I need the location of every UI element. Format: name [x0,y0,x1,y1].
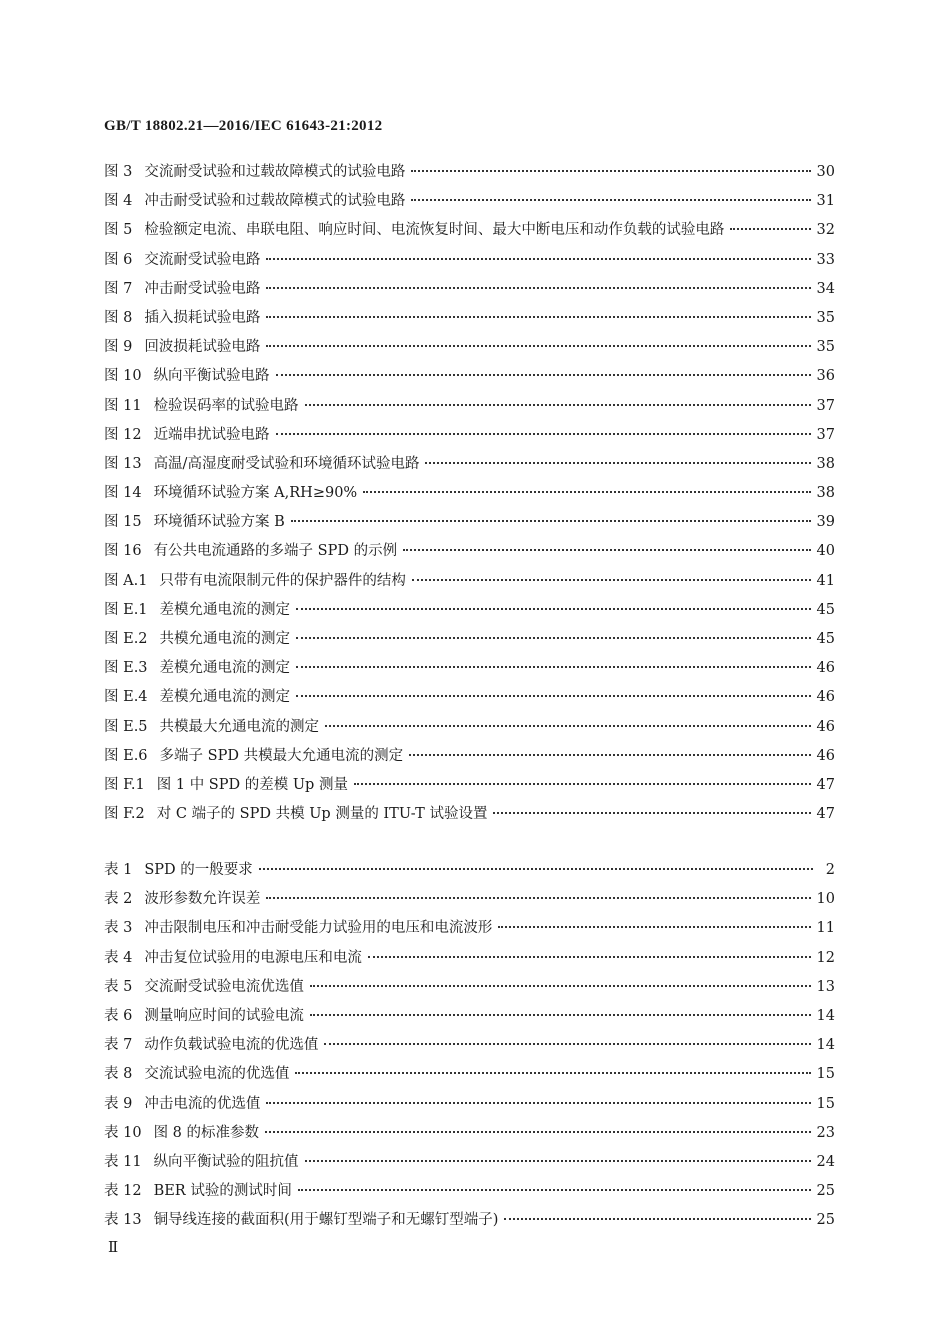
dot-leader [266,1102,810,1104]
dot-leader [295,1072,810,1074]
dot-leader [266,287,810,289]
entry-page-number: 15 [816,1095,835,1112]
entry-page-number: 33 [816,251,835,268]
entry-page-number: 40 [816,543,835,560]
entry-title: 测量响应时间的试验电流 [144,1007,304,1024]
table-entry[interactable] [104,914,835,943]
entry-label: 图 12 [104,426,142,443]
entry-label: 表 12 [104,1183,142,1200]
entry-label: 图 E.4 [104,689,148,706]
entry-page-number: 35 [816,339,835,356]
table-entry[interactable] [104,856,835,885]
dot-leader [498,926,810,928]
dot-leader [305,404,811,406]
entry-label: 图 14 [104,485,142,502]
entry-label: 图 8 [104,309,133,326]
entry-page-number: 46 [816,689,835,706]
entry-page-number: 25 [816,1183,835,1200]
table-entry[interactable] [104,1002,835,1031]
figure-entry[interactable] [104,362,835,391]
entry-title: 共模最大允通电流的测定 [159,718,320,735]
page-number: Ⅱ [108,1240,119,1256]
entry-title: 共模允通电流的测定 [159,631,291,647]
entry-title: SPD 的一般要求 [144,862,253,878]
dot-leader [298,1189,811,1191]
entry-label: 图 E.5 [104,718,148,735]
entry-title: 回波损耗试验电路 [144,339,261,356]
entry-title: 铜导线连接的截面积(用于螺钉型端子和无螺钉型端子) [153,1212,499,1229]
entry-title: 冲击电流的优选值 [144,1095,261,1112]
dot-leader [310,985,811,987]
dot-leader [325,725,811,727]
figure-entry[interactable] [104,800,835,829]
entry-label: 表 11 [104,1153,142,1170]
entry-title: 差模允通电流的测定 [159,660,291,677]
table-entry[interactable] [104,1177,835,1206]
dot-leader [266,897,810,899]
dot-leader [266,258,810,260]
entry-title: 环境循环试验方案 A,RH≥90% [153,485,358,502]
entry-title: 差模允通电流的测定 [159,601,291,618]
figure-entry[interactable] [104,392,835,421]
figure-entry[interactable] [104,625,835,654]
entry-title: 图 8 的标准参数 [153,1124,260,1141]
entry-page-number: 38 [816,485,835,502]
figure-entry[interactable] [104,187,835,216]
dot-leader [276,374,811,376]
dot-leader [291,520,811,522]
entry-page-number: 46 [816,660,835,677]
figure-entry[interactable] [104,567,835,596]
figure-entry[interactable] [104,333,835,362]
dot-leader [354,783,811,785]
entry-label: 表 5 [104,978,133,995]
figure-entry[interactable] [104,537,835,566]
entry-title: 纵向平衡试验电路 [153,368,270,385]
entry-title: 环境循环试验方案 B [153,514,285,531]
entry-page-number: 39 [816,514,835,531]
figure-entry[interactable] [104,421,835,450]
table-entry[interactable] [104,973,835,1002]
figure-entry[interactable] [104,216,835,245]
figure-entry[interactable] [104,683,835,712]
dot-leader [409,754,810,756]
dot-leader [425,462,810,464]
entry-page-number: 13 [816,978,835,995]
entry-label: 表 2 [104,891,133,908]
entry-label: 图 A.1 [104,572,148,589]
entry-label: 图 E.2 [104,631,148,647]
table-entry[interactable] [104,1206,835,1235]
document-header: GB/T 18802.21—2016/IEC 61643-21:2012 [104,118,383,134]
figure-entry[interactable] [104,713,835,742]
dot-leader [296,666,811,668]
entry-page-number: 34 [816,280,835,297]
entry-label: 图 E.3 [104,660,148,677]
entry-label: 图 13 [104,455,142,472]
entry-page-number: 47 [816,776,835,793]
figure-entry[interactable] [104,158,835,187]
figure-entry[interactable] [104,508,835,537]
entry-label: 图 9 [104,339,133,356]
entry-title: 检验额定电流、串联电阻、响应时间、电流恢复时间、最大中断电压和动作负载的试验电路 [144,222,725,239]
entry-title: 动作负载试验电流的优选值 [144,1037,319,1054]
entry-label: 图 15 [104,514,142,531]
entry-page-number: 46 [816,747,835,764]
entry-page-number: 15 [816,1066,835,1083]
entry-label: 表 1 [104,862,133,878]
entry-label: 表 9 [104,1095,133,1112]
entry-title: 交流试验电流的优选值 [144,1066,290,1083]
dot-leader [265,1131,811,1133]
dot-leader [412,579,811,581]
entry-title: 冲击耐受试验电路 [144,280,261,297]
figure-entry[interactable] [104,596,835,625]
dot-leader [266,316,810,318]
entry-title: 冲击限制电压和冲击耐受能力试验用的电压和电流波形 [144,920,493,937]
entry-label: 表 8 [104,1066,133,1083]
entry-page-number: 11 [816,920,835,937]
entry-title: 多端子 SPD 共模最大允通电流的测定 [159,747,404,764]
entry-label: 表 4 [104,949,133,966]
dot-leader [368,956,811,958]
entry-title: 插入损耗试验电路 [144,309,261,326]
entry-label: 图 F.2 [104,806,145,823]
entry-title: 交流耐受试验和过载故障模式的试验电路 [144,164,406,180]
entry-label: 图 7 [104,280,133,297]
entry-title: 纵向平衡试验的阻抗值 [153,1153,299,1170]
table-entry[interactable] [104,1031,835,1060]
entry-title: BER 试验的测试时间 [153,1183,292,1200]
figure-entry[interactable] [104,450,835,479]
entry-title: 只带有电流限制元件的保护器件的结构 [159,572,406,589]
entry-page-number: 37 [816,397,835,414]
table-entry[interactable] [104,1060,835,1089]
figure-entry[interactable] [104,246,835,275]
entry-label: 图 6 [104,251,133,268]
entry-title: 交流耐受试验电流优选值 [144,978,304,995]
table-entry[interactable] [104,885,835,914]
entry-page-number: 14 [816,1037,835,1054]
entry-page-number: 45 [816,631,835,647]
entry-page-number: 25 [816,1212,835,1229]
dot-leader [305,1160,811,1162]
figure-entry[interactable] [104,742,835,771]
entry-label: 图 F.1 [104,776,145,793]
entry-label: 图 4 [104,193,133,210]
dot-leader [310,1014,811,1016]
dot-leader [493,812,810,814]
figure-list [104,158,835,829]
entry-page-number: 46 [816,718,835,735]
dot-leader [411,170,810,172]
entry-label: 图 11 [104,397,142,414]
figure-entry[interactable] [104,479,835,508]
entry-title: 差模允通电流的测定 [159,689,291,706]
entry-label: 图 3 [104,164,133,180]
entry-label: 表 7 [104,1037,133,1054]
entry-page-number: 41 [816,572,835,589]
table-entry[interactable] [104,944,835,973]
entry-page-number: 38 [816,455,835,472]
table-entry[interactable] [104,1119,835,1148]
entry-page-number: 10 [816,891,835,908]
dot-leader [504,1218,810,1220]
entry-label: 图 16 [104,543,142,560]
entry-title: 交流耐受试验电路 [144,251,261,268]
entry-title: 有公共电流通路的多端子 SPD 的示例 [153,543,398,560]
entry-label: 表 3 [104,920,133,937]
dot-leader [403,549,810,551]
entry-page-number: 14 [816,1007,835,1024]
dot-leader [296,637,811,639]
dot-leader [324,1043,810,1045]
entry-label: 图 10 [104,368,142,385]
dot-leader [730,228,810,230]
entry-page-number: 45 [816,601,835,618]
figure-entry[interactable] [104,654,835,683]
table-list [104,856,835,1235]
entry-page-number: 12 [816,949,835,966]
entry-page-number: 47 [816,806,835,823]
dot-leader [259,868,813,870]
entry-title: 波形参数允许误差 [144,891,261,908]
entry-title: 近端串扰试验电路 [153,426,270,443]
entry-label: 表 10 [104,1124,142,1141]
figure-entry[interactable] [104,304,835,333]
entry-label: 表 13 [104,1212,142,1229]
entry-page-number: 36 [816,368,835,385]
entry-title: 对 C 端子的 SPD 共模 Up 测量的 ITU-T 试验设置 [156,806,488,823]
entry-page-number: 30 [816,164,835,180]
dot-leader [266,345,810,347]
dot-leader [411,199,810,201]
entry-page-number: 2 [825,862,835,878]
dot-leader [296,695,811,697]
table-entry[interactable] [104,1090,835,1119]
entry-title: 图 1 中 SPD 的差模 Up 测量 [156,776,348,793]
entry-page-number: 31 [816,193,835,210]
entry-label: 图 E.6 [104,747,148,764]
entry-page-number: 37 [816,426,835,443]
entry-page-number: 35 [816,309,835,326]
entry-page-number: 24 [816,1153,835,1170]
entry-label: 表 6 [104,1007,133,1024]
entry-page-number: 23 [816,1124,835,1141]
entry-label: 图 5 [104,222,133,239]
dot-leader [296,608,811,610]
table-entry[interactable] [104,1148,835,1177]
entry-title: 检验误码率的试验电路 [153,397,299,414]
entry-title: 冲击耐受试验和过载故障模式的试验电路 [144,193,406,210]
entry-title: 冲击复位试验用的电源电压和电流 [144,949,362,966]
entry-label: 图 E.1 [104,601,148,618]
dot-leader [363,491,810,493]
entry-title: 高温/高湿度耐受试验和环境循环试验电路 [153,455,420,472]
dot-leader [276,433,811,435]
entry-page-number: 32 [816,222,835,239]
figure-entry[interactable] [104,771,835,800]
figure-entry[interactable] [104,275,835,304]
